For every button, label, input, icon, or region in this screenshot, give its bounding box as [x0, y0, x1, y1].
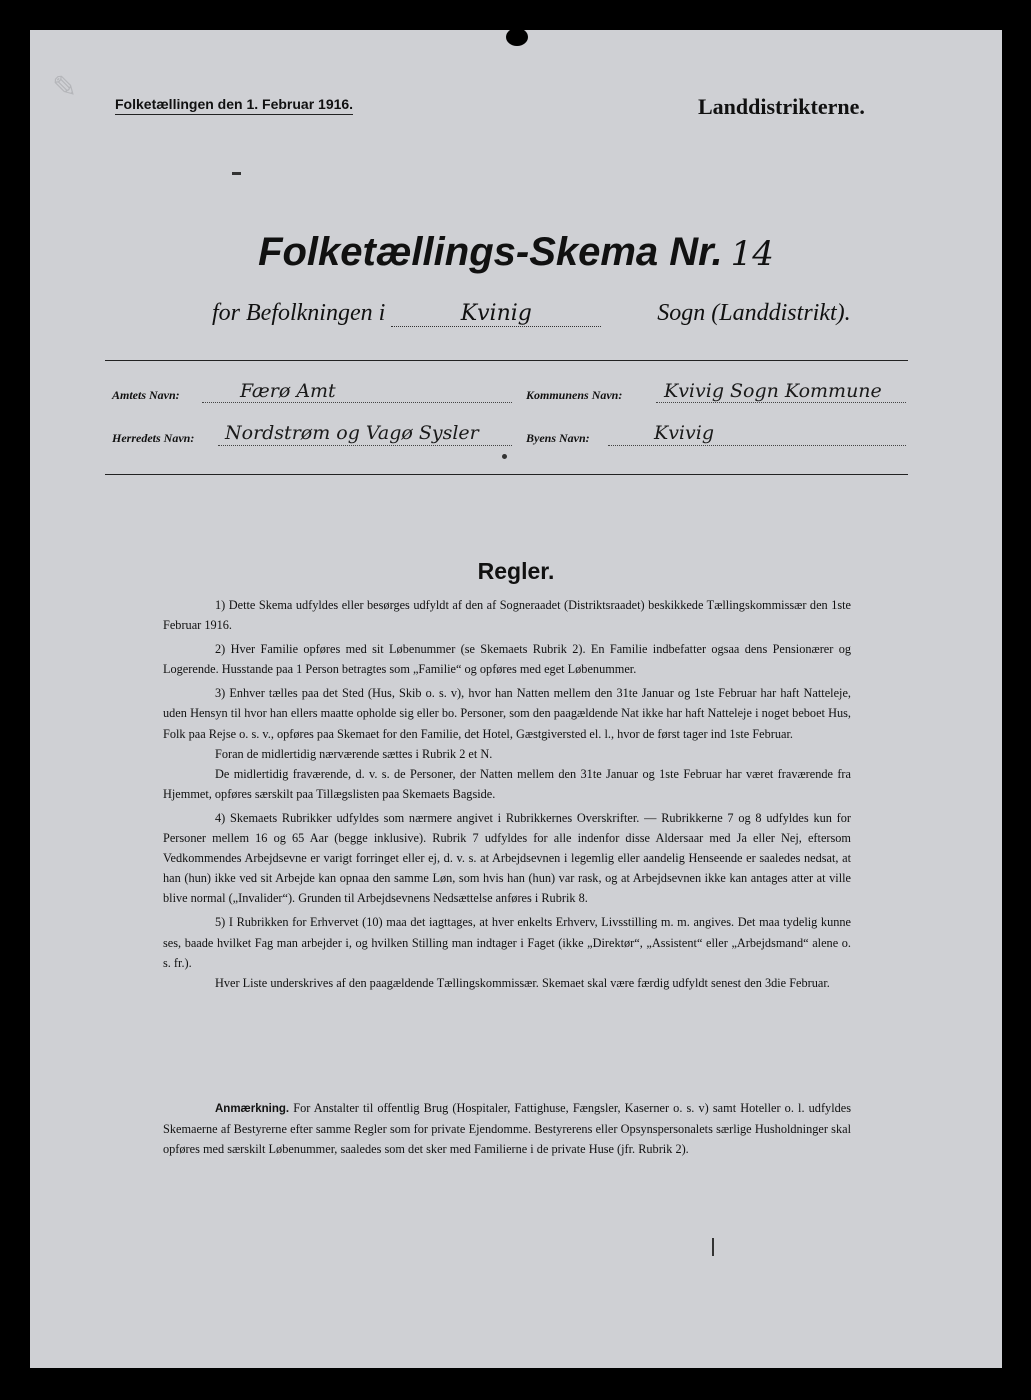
by-value: Kvivig: [654, 422, 714, 444]
divider-top: [105, 360, 908, 361]
by-label: Byens Navn:: [526, 431, 590, 445]
kommune-value: Kvivig Sogn Kommune: [664, 380, 882, 402]
kommune-label: Kommunens Navn:: [526, 388, 623, 402]
rule-3-absent: De midlertidig fraværende, d. v. s. de Personer, der Natten mellem den 31te Januar og 1ste Februar har været fraværende fra Hjemmet, opføres særskilt paa Tillægslisten paa Skemaets Bagside.: [163, 766, 851, 801]
amt-label: Amtets Navn:: [112, 388, 180, 402]
rules-title: Regler.: [477, 558, 555, 584]
rule-4: 4) Skemaets Rubrikker udfyldes som nærmere angivet i Rubrikkernes Overskrifter. — Rubrikkerne 7 og 8 udfyldes kun for Personer mellem 16 og 65 Aar (begge inklusive). Rubrik 7 udfyldes for alle indenfor disse Aldersaar med Ja eller Nej, eftersom Vedkommendes Arbejdsevne er varigt forringet eller ej, d. v. s. at Arbejdsevnen i legemlig eller aandelig Henseende er saaledes nedsat, at han (hun) ikke ved sit Arbejde kan opnaa den samme Løn, som hvis han (hun) var rask, og at Arbejdsevnen ikke kan antages atter at ville blive normal („Invalider“). Grunden til Arbejdsevnens Nedsættelse anføres i Rubrik 8.: [163, 810, 851, 906]
subtitle-prefix: for Befolkningen i: [212, 300, 386, 326]
pencil-dot: [502, 454, 507, 459]
rules-body: [163, 595, 851, 997]
rule-6: Hver Liste underskrives af den paagældende Tællingskommissær. Skemaet skal være færdig udfyldt senest den 3die Februar.: [215, 975, 830, 990]
pencil-mark: [232, 172, 241, 175]
form-title: [30, 230, 1002, 275]
footnote-label: Anmærkning.: [215, 1103, 290, 1115]
kommune-field-line: [656, 402, 906, 403]
rule-2: 2) Hver Familie opføres med sit Løbenummer (se Skemaets Rubrik 2). En Familie indbefatter ogsaa dens Pensionærer og Logerende. Husstande paa 1 Person betragtes som „Familie“ og opføres med eget Løbenummer.: [163, 642, 851, 677]
subtitle-suffix: Sogn (Landdistrikt).: [657, 300, 851, 326]
divider-bottom: [105, 474, 908, 475]
district-type-header: Landdistrikterne.: [698, 94, 865, 119]
schema-number: 14: [730, 234, 774, 274]
rule-1: 1) Dette Skema udfyldes eller besørges udfyldt af den af Sogneraadet (Distriktsraadet) beskikkede Tællingskommissær den 1ste Februar 1916.: [163, 598, 851, 633]
bleed-through-mark: ✎: [52, 70, 78, 105]
herred-value: Nordstrøm og Vagø Sysler: [225, 422, 479, 444]
parish-name-field: Kvinig: [391, 301, 601, 327]
rule-3: 3) Enhver tælles paa det Sted (Hus, Skib o. s. v), hvor han Natten mellem den 31te Januar og 1ste Februar har haft Natteleje, uden Hensyn til hvor han ellers maatte opholde sig eller bo. Personer, som den paagældende Nat ikke har haft Natteleje i noget beboet Hus, Folk paa Rejse o. s. v., opføres paa Skemaet for den Familie, det Hotel, Gæstgiversted el. l., hvor de først tager ind 1ste Februar.: [163, 686, 851, 741]
rule-3-present: Foran de midlertidig nærværende sættes i Rubrik 2 et N.: [215, 746, 493, 761]
herred-label: Herredets Navn:: [112, 431, 195, 445]
census-date-header: Folketællingen den 1. Februar 1916.: [115, 96, 353, 115]
footnote: [163, 1098, 851, 1159]
amt-field-line: [202, 402, 512, 403]
amt-value: Færø Amt: [240, 380, 336, 402]
footnote-text: For Anstalter til offentlig Brug (Hospitaler, Fattighuse, Fængsler, Kaserner o. s. v) samt Hoteller o. l. udfyldes Skemaerne af Bestyrerne efter samme Regler som for private Ejendomme. Bestyrerens eller Opsynspersonalets særlige Husholdninger skal opføres med særskilt Løbenummer, saaledes som det sker med Familierne i de private Huse (jfr. Rubrik 2).: [163, 1101, 851, 1157]
herred-field-line: [218, 445, 512, 446]
pencil-tick: [712, 1238, 714, 1256]
census-form-sheet: [30, 30, 1002, 1368]
form-subtitle: [212, 300, 851, 327]
rule-5: 5) I Rubrikken for Erhvervet (10) maa det iagttages, at hver enkelts Erhverv, Livsstilling m. m. angives. Det maa tydelig kunne ses, baade hvilket Fag man arbejder i, og hvilken Stilling man indtager i Faget (ikke „Direktør“, „Assistent“ eller „Arbejdsmand“ alene o. s. fr.).: [163, 915, 851, 970]
by-field-line: [608, 445, 906, 446]
binding-hole: [506, 28, 528, 46]
form-title-text: Folketællings-Skema Nr.: [258, 230, 723, 274]
